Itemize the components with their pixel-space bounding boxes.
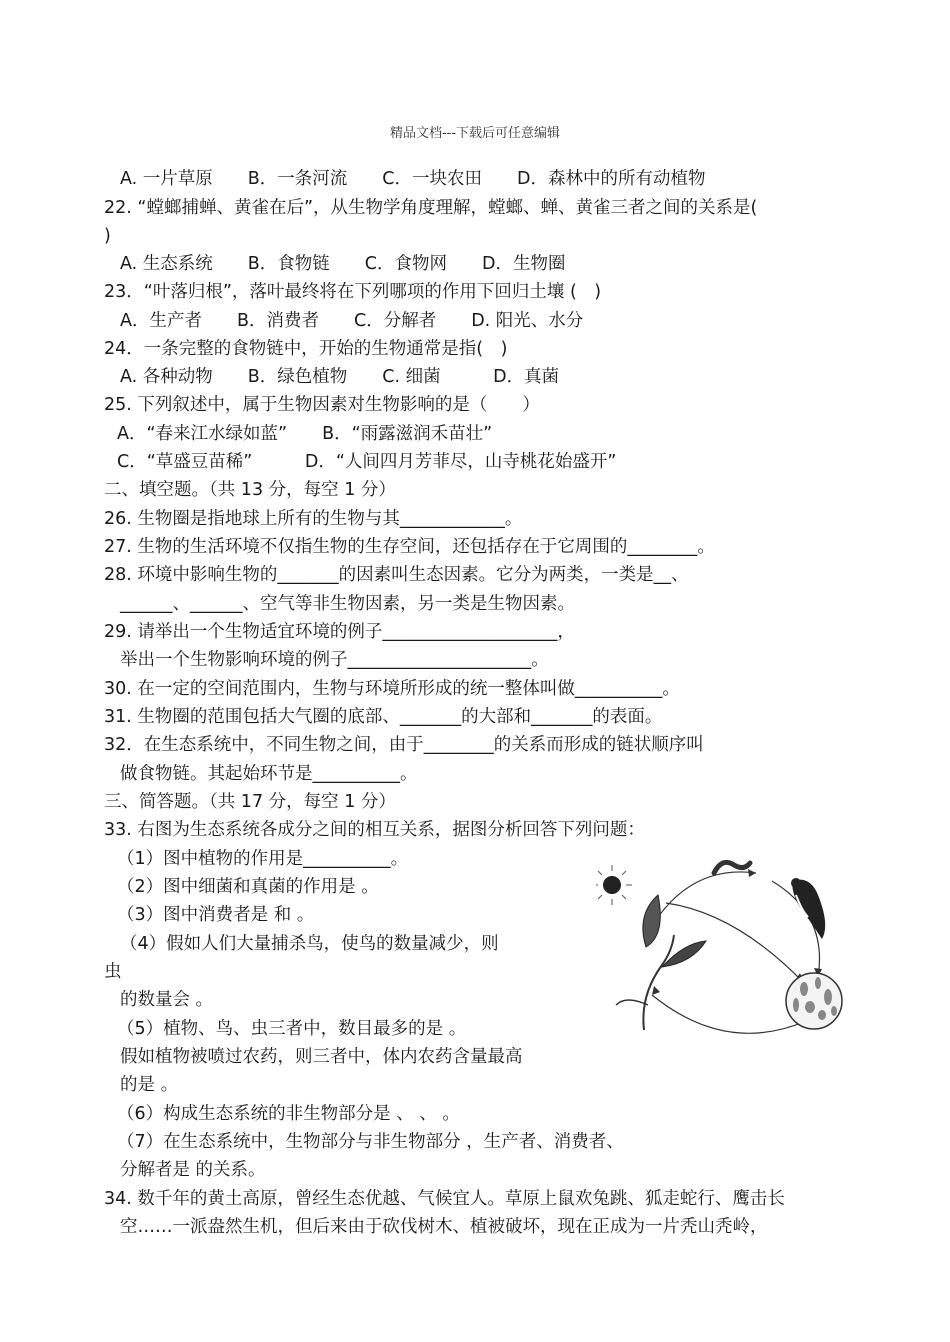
text-line: 28. 环境中影响生物的_______的因素叫生态因素。它分为两类，一类是__、 <box>104 565 689 585</box>
text-line: 30. 在一定的空间范围内，生物与环境所形成的统一整体叫做__________。 <box>104 679 680 699</box>
text-line: 32．在生态系统中，不同生物之间，由于________的关系而形成的链状顺序叫 <box>104 735 704 755</box>
text-line: （1）图中植物的作用是__________。 <box>117 849 409 869</box>
bird-icon <box>791 878 825 939</box>
text-line: 23．“叶落归根”，落叶最终将在下列哪项的作用下回归土壤 ( ) <box>104 282 602 302</box>
text-line: （2）图中细菌和真菌的作用是 。 <box>117 877 379 897</box>
text-line: ______、______、空气等非生物因素，另一类是生物因素。 <box>120 594 575 614</box>
bacteria-fungi-icon <box>786 973 842 1029</box>
text-line: （3）图中消费者是 和 。 <box>117 905 315 925</box>
text-line: 三、简答题。（共 17 分，每空 1 分） <box>104 792 396 812</box>
text-line: 25. 下列叙述中，属于生物因素对生物影响的是（ ） <box>104 395 540 415</box>
text-line: 27. 生物的生活环境不仅指生物的生存空间，还包括存在于它周围的________。 <box>104 537 715 557</box>
text-line: ) <box>104 226 111 246</box>
ecosystem-diagram <box>596 855 846 1035</box>
page-header: 精品文档---下载后可任意编辑 <box>389 126 561 141</box>
sun-icon <box>596 865 632 905</box>
text-line: 的数量会 。 <box>120 990 214 1010</box>
text-line: 33. 右图为生态系统各成分之间的相互关系，据图分析回答下列问题： <box>104 820 645 840</box>
text-line: （4）假如人们大量捕杀鸟，使鸟的数量减少，则 <box>120 934 499 954</box>
text-line: 假如植物被喷过农药，则三者中，体内农药含量最高 <box>120 1047 523 1067</box>
text-line: A. 生态系统 B．食物链 C．食物网 D．生物圈 <box>120 254 566 274</box>
text-line: （6）构成生态系统的非生物部分是 、 、 。 <box>117 1104 460 1124</box>
caterpillar-icon <box>714 862 750 873</box>
text-line: 31. 生物圈的范围包括大气圈的底部、_______的大部和_______的表面。 <box>104 707 663 727</box>
text-line: 26. 生物圈是指地球上所有的生物与其____________。 <box>104 509 523 529</box>
text-line: 的是 。 <box>120 1075 179 1095</box>
text-line: （5）植物、鸟、虫三者中，数目最多的是 。 <box>117 1019 467 1039</box>
text-line: A．生产者 B．消费者 C．分解者 D. 阳光、水分 <box>120 311 584 331</box>
text-line: 虫 <box>104 962 122 982</box>
text-line: 二、填空题。（共 13 分，每空 1 分） <box>104 480 396 500</box>
text-line: 分解者是 的关系。 <box>120 1160 266 1180</box>
text-line: A．“春来江水绿如蓝” B．“雨露滋润禾苗壮” <box>117 424 493 444</box>
text-line: 举出一个生物影响环境的例子_____________________。 <box>120 650 549 670</box>
text-line: 22. “螳螂捕蝉、黄雀在后”，从生物学角度理解，螳螂、蝉、黄雀三者之间的关系是( <box>104 198 758 218</box>
text-line: 34. 数千年的黄土高原，曾经生态优越、气候宜人。草原上鼠欢兔跳、狐走蛇行、鹰击长 <box>104 1189 785 1209</box>
text-line: 做食物链。其起始环节是__________。 <box>120 764 418 784</box>
text-line: 24．一条完整的食物链中，开始的生物通常是指( ) <box>104 339 508 359</box>
text-line: A. 各种动物 B．绿色植物 C. 细菌 D．真菌 <box>120 367 560 387</box>
text-line: 29. 请举出一个生物适宜环境的例子____________________， <box>104 622 575 642</box>
plant-icon <box>616 895 706 1030</box>
text-line: （7）在生态系统中，生物部分与非生物部分 ，生产者、消费者、 <box>117 1132 624 1152</box>
text-line: C．“草盛豆苗稀” D．“人间四月芳菲尽，山寺桃花始盛开” <box>117 452 617 472</box>
text-line: A. 一片草原 B．一条河流 C．一块农田 D．森林中的所有动植物 <box>120 169 706 189</box>
text-line: 空……一派盎然生机，但后来由于砍伐树木、植被破坏，现在正成为一片秃山秃岭， <box>120 1217 768 1237</box>
